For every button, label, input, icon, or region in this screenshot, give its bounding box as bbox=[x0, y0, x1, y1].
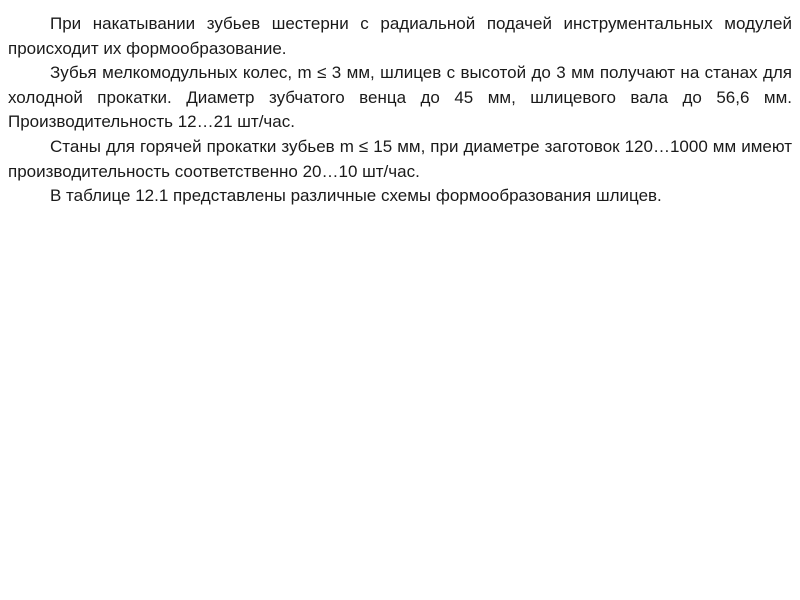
body-text bbox=[8, 12, 792, 209]
paragraph-rolling-teeth: При накатывании зубьев шестерни с радиальной подачей инструментальных модулей происходит их формообразование. bbox=[8, 14, 792, 58]
paragraph-table-reference: В таблице 12.1 представлены различные схемы формообразования шлицев. bbox=[50, 186, 662, 206]
paragraph-hot-rolling: Станы для горячей прокатки зубьев m ≤ 15 мм, при диаметре заготовок 120…1000 мм имеют производительность соответственно 20…10 шт/час. bbox=[8, 136, 792, 181]
paragraph-cold-rolling: Зубья мелкомодульных колес, m ≤ 3 мм, шлицев с высотой до 3 мм получают на станах для холодной прокатки. Диаметр зубчатого венца до 45 мм, шлицевого вала до 56,6 мм. Производительность 12…21 шт/час. bbox=[8, 63, 792, 132]
